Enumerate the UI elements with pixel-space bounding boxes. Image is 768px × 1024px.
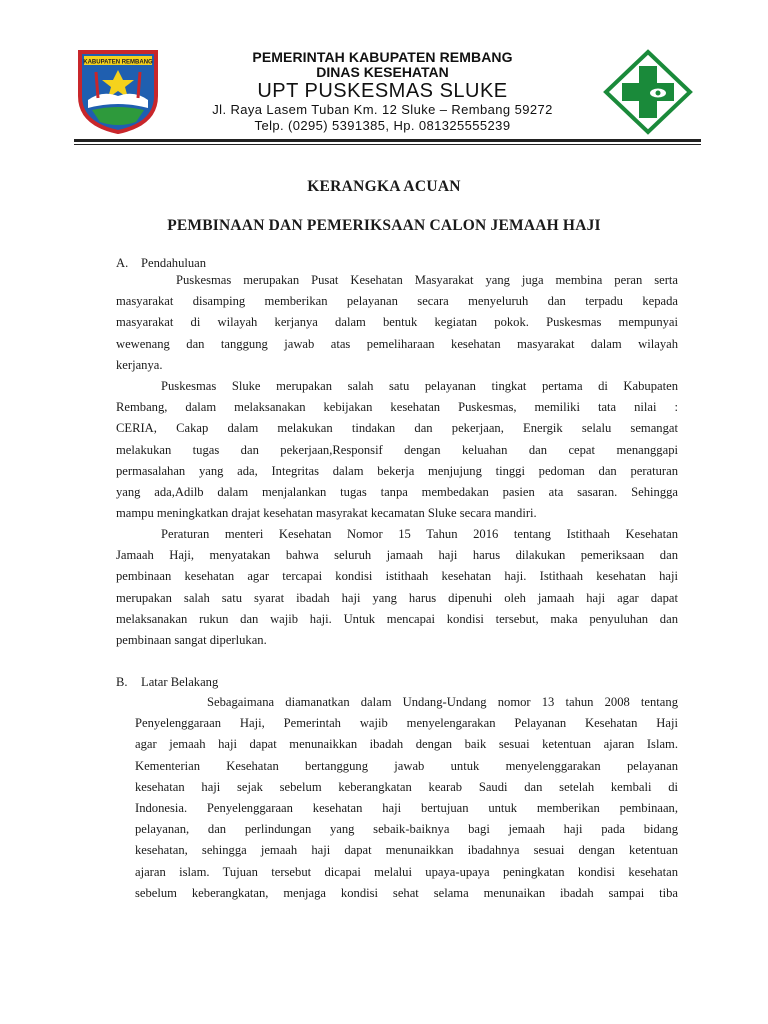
document-title: KERANGKA ACUAN <box>307 178 461 195</box>
letterhead-rule-thick <box>74 139 701 142</box>
text-line: sebelum keberangkatan, menjaga kondisi sehat selama menunaikan ibadah sampai tiba <box>135 885 678 900</box>
section-title: Latar Belakang <box>141 675 219 689</box>
text-line: kerjanya. <box>116 357 163 372</box>
section-letter: A. <box>116 256 129 270</box>
text-line: merupakan salah satu syarat ibadah haji yang harus dipenuhi oleh jamaah haji agar dapat <box>116 590 678 605</box>
text-line: Kementerian Kesehatan bertanggung jawab untuk menyelenggarakan pelayanan <box>135 758 678 773</box>
text-line: melakukan tugas dan pekerjaan,Responsif dengan keluahan dan cepat menanggapi <box>116 442 678 457</box>
text-line: pembinaan kesehatan agar tercapai kondisi istithaah kesehatan haji. Istithaah kesehatan haji <box>116 569 678 584</box>
text-line: masyarakat disamping memberikan pelayanan secara menyeluruh dan terpadu kepada <box>116 294 678 309</box>
text-line: Puskesmas merupakan Pusat Kesehatan Masyarakat yang juga membina peran serta <box>176 273 678 287</box>
contact-numbers: Telp. (0295) 5391385, Hp. 081325555239 <box>254 118 511 133</box>
letterhead-rule-thin <box>74 144 701 145</box>
text-line: Peraturan menteri Kesehatan Nomor 15 Tahun 2016 tentang Istithaah Kesehatan <box>161 527 678 541</box>
text-line: wewenang dan tanggung jawab atas pemeliharaan kesehatan masyarakat dalam wilayah <box>116 336 678 351</box>
text-line: kesehatan haji sejak sebelum keberangkatan kearab Saudi dan setelah kembali di <box>135 779 678 794</box>
text-line: permasalahan yang ada, Integritas dalam bekerja menjujung tinggi pedoman dan peraturan <box>116 463 678 478</box>
section-heading-b <box>116 675 218 690</box>
address: Jl. Raya Lasem Tuban Km. 12 Sluke – Rembang 59272 <box>212 102 553 117</box>
section-letter: B. <box>116 675 128 689</box>
text-line: Jamaah Haji, menyatakan bahwa seluruh jamaah haji harus dilakukan pemeriksaan dan <box>116 548 678 563</box>
text-line: Indonesia. Penyelenggaraan kesehatan haji bertujuan untuk memberikan pembinaan, <box>135 800 678 815</box>
institution-name: UPT PUSKESMAS SLUKE <box>257 80 508 102</box>
section-title: Pendahuluan <box>141 256 207 270</box>
text-line: pembinaan sangat diperlukan. <box>116 632 267 647</box>
emblem-label: KABUPATEN REMBANG <box>83 59 153 66</box>
text-line: yang ada,Adilb dalam menjalankan tugas tanpa membedakan pasien ata sasaran. Sehingga <box>116 484 678 499</box>
letterhead <box>170 50 595 134</box>
text-line: Sebagaimana diamanatkan dalam Undang-Undang nomor 13 tahun 2008 tentang <box>207 695 678 709</box>
text-line: melaksanakan rukun dan wajib haji. Untuk mencapai kondisi tersebut, maka penyuluhan dan <box>116 611 678 626</box>
text-line: agar jemaah haji dapat menunaikkan ibadah dengan baik sesuai ketentuan ajaran Islam. <box>135 737 678 752</box>
paragraph-pendahuluan-3 <box>116 524 678 651</box>
text-line: pelayanan, dan perlindungan yang sebaik-baiknya bagi jemaah haji pada bidang <box>135 822 678 837</box>
text-line: mampu meningkatkan drajat kesehatan masyrakat kecamatan Sluke secara mandiri. <box>116 506 537 521</box>
document-subtitle: PEMBINAAN DAN PEMERIKSAAN CALON JEMAAH HAJI <box>167 217 601 234</box>
paragraph-latar-belakang-1 <box>135 692 678 904</box>
text-line: ajaran islam. Tujuan tersebut dicapai melalui upaya-upaya peningkatan kondisi kesehatan <box>135 864 678 879</box>
paragraph-pendahuluan-1 <box>116 270 678 376</box>
text-line: CERIA, Cakap dalam melakukan tindakan dan pekerjaan, Energik selalu semangat <box>116 421 678 436</box>
text-line: Penyelenggaraan Haji, Pemerintah wajib menyelengarakan Pelayanan Kesehatan Haji <box>135 716 678 731</box>
text-line: kesehatan, sehingga jemaah haji dapat menunaikkan ibadahnya sesuai dengan ketentuan <box>135 843 678 858</box>
section-heading-a <box>116 256 206 271</box>
text-line: masyarakat di wilayah kerjanya dalam bentuk kegiatan pokok. Puskesmas mempunyai <box>116 315 678 330</box>
government-name: PEMERINTAH KABUPATEN REMBANG <box>252 49 513 65</box>
paragraph-pendahuluan-2 <box>116 376 678 524</box>
office-name: DINAS KESEHATAN <box>316 64 449 80</box>
puskesmas-logo-icon <box>603 49 693 135</box>
text-line: Rembang, dalam melaksanakan kebijakan kesehatan Puskesmas, memiliki tata nilai : <box>116 400 678 415</box>
kabupaten-rembang-emblem-icon <box>76 48 160 134</box>
text-line: Puskesmas Sluke merupakan salah satu pelayanan tingkat pertama di Kabupaten <box>161 379 678 393</box>
